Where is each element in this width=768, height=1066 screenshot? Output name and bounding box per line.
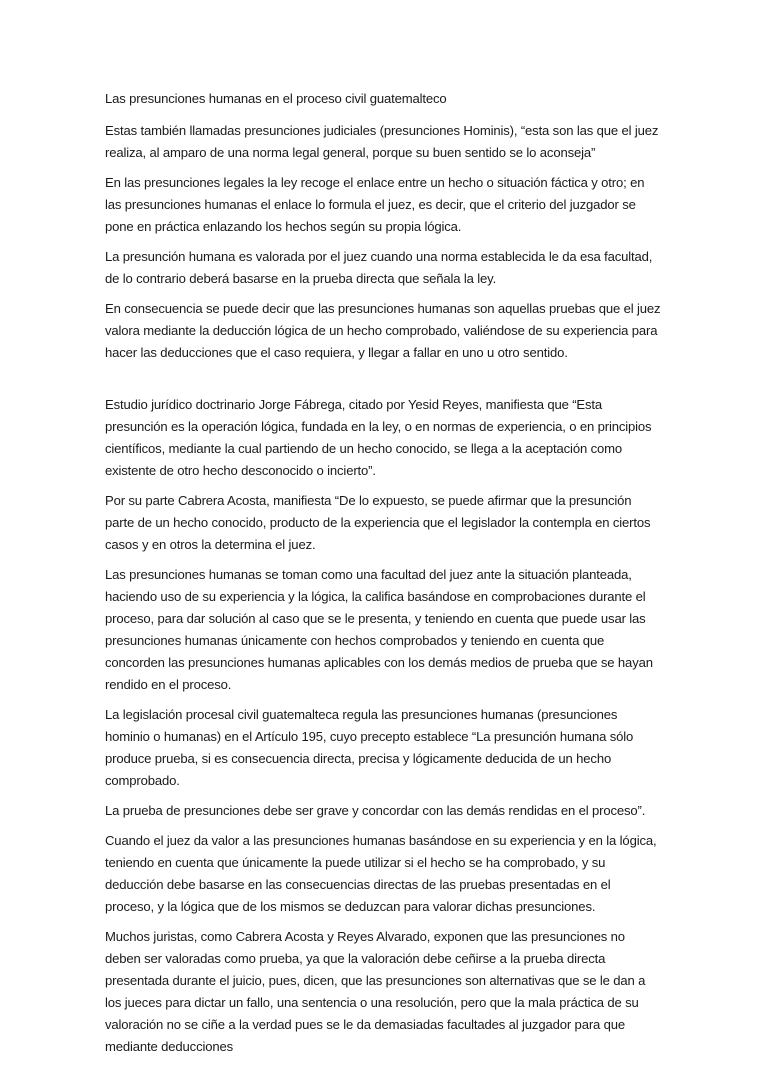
paragraph-5: Estudio jurídico doctrinario Jorge Fábrega, citado por Yesid Reyes, manifiesta que “Esta presunción es la operación lógica, fundada en la ley, o en normas de experiencia, o en principios científicos, mediante la cual partiendo de un hecho conocido, se llega a la aceptación como existente de otro hecho desconocido o incierto”. [105,397,652,478]
paragraph-2: En las presunciones legales la ley recoge el enlace entre un hecho o situación fáctica y otro; en las presunciones humanas el enlace lo formula el juez, es decir, que el criterio del juzgador se pone en práctica enlazando los hechos según su propia lógica. [105,175,645,234]
paragraph-1: Estas también llamadas presunciones judiciales (presunciones Hominis), “esta son las que el juez realiza, al amparo de una norma legal general, porque su buen sentido se lo aconseja” [105,123,659,160]
paragraph-3: La presunción humana es valorada por el juez cuando una norma establecida le da esa facultad, de lo contrario deberá basarse en la prueba directa que señala la ley. [105,249,653,286]
document-page [105,88,663,1066]
paragraph-8: La legislación procesal civil guatemalteca regula las presunciones humanas (presunciones hominio o humanas) en el Artículo 195, cuyo precepto establece “La presunción humana sólo produce prueba, si es consecuencia directa, precisa y lógicamente deducida de un hecho comprobado. [105,707,634,788]
paragraph-10: Cuando el juez da valor a las presunciones humanas basándose en su experiencia y en la lógica, teniendo en cuenta que únicamente la puede utilizar si el hecho se ha comprobado, y su deducción debe basarse en las consecuencias directas de las pruebas presentadas en el proceso, y la lógica que de los mismos se deduzcan para valorar dichas presunciones. [105,833,657,914]
paragraph-6: Por su parte Cabrera Acosta, manifiesta “De lo expuesto, se puede afirmar que la presunción parte de un hecho conocido, producto de la experiencia que el legislador la contempla en ciertos casos y en otros la determina el juez. [105,493,651,552]
paragraph-4: En consecuencia se puede decir que las presunciones humanas son aquellas pruebas que el juez valora mediante la deducción lógica de un hecho comprobado, valiéndose de su experiencia para hacer las deducciones que el caso requiera, y llegar a fallar en uno u otro sentido. [105,301,661,360]
paragraph-11: Muchos juristas, como Cabrera Acosta y Reyes Alvarado, exponen que las presunciones no deben ser valoradas como prueba, ya que la valoración debe ceñirse a la prueba directa presentada durante el juicio, pues, dicen, que las presunciones son alternativas que se le dan a los jueces para dictar un fallo, una sentencia o una resolución, pero que la mala práctica de su valoración no se ciñe a la verdad pues se le da demasiadas facultades al juzgador para que mediante deducciones [105,929,646,1054]
paragraph-7: Las presunciones humanas se toman como una facultad del juez ante la situación planteada, haciendo uso de su experiencia y la lógica, la califica basándose en comprobaciones durante el proceso, para dar solución al caso que se le presenta, y teniendo en cuenta que puede usar las presunciones humanas únicamente con hechos comprobados y teniendo en cuenta que concorden las presunciones humanas aplicables con los demás medios de prueba que se hayan rendido en el proceso. [105,567,653,692]
paragraph-9: La prueba de presunciones debe ser grave y concordar con las demás rendidas en el proceso”. [105,803,646,818]
document-title: Las presunciones humanas en el proceso civil guatemalteco [105,91,447,106]
